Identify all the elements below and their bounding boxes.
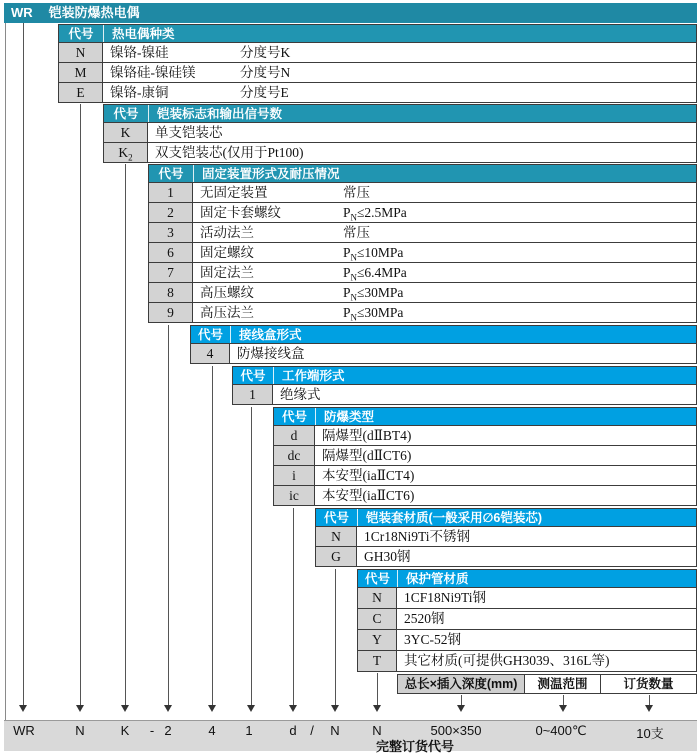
table-row [357, 651, 697, 672]
description-cell [397, 651, 697, 672]
description-cell [148, 143, 697, 163]
description-value: 分度号K [240, 45, 291, 60]
code-cell [58, 63, 103, 83]
description-value: 常压 [343, 225, 370, 240]
description-text: 固定法兰 [200, 265, 254, 280]
description-cell [193, 263, 697, 283]
section-explosion-proof-type [273, 407, 697, 506]
table-row [232, 385, 697, 405]
header-code-label: 代号 [104, 105, 149, 122]
description-text: 无固定装置 [200, 185, 268, 200]
section-header [232, 366, 697, 385]
section-thermocouple-type [58, 24, 697, 103]
code-cell [148, 303, 193, 323]
section-junction-box [190, 325, 697, 364]
code-value: dc [287, 448, 301, 463]
description-text: 高压法兰 [200, 305, 254, 320]
code-cell [273, 486, 315, 506]
order-code-value: N [330, 723, 340, 738]
pressure-subscript: N [350, 292, 358, 303]
description-cell [315, 446, 697, 466]
header-code-label: 代号 [274, 408, 316, 425]
order-code-value: 10支 [636, 726, 664, 741]
table-row [190, 344, 697, 364]
code-value: 6 [167, 245, 174, 260]
code-cell [273, 446, 315, 466]
header-code-label: 代号 [316, 509, 358, 526]
code-value: T [372, 653, 382, 668]
order-code-value: N [75, 723, 85, 738]
connector-arrow-down-icon [19, 705, 27, 712]
order-code-value: 500×350 [430, 723, 482, 738]
order-code-value: / [310, 723, 314, 738]
description-text: 本安型(iaⅡCT6) [322, 488, 415, 503]
table-row [148, 283, 697, 303]
code-cell [357, 630, 397, 651]
description-text: 单支铠装芯 [155, 125, 223, 140]
description-cell [273, 385, 697, 405]
section-fixing-device [148, 164, 697, 323]
description-value: ≤6.4MPa [357, 265, 407, 280]
description-value: ≤2.5MPa [357, 205, 407, 220]
table-row [148, 243, 697, 263]
connector-arrow-down-icon [247, 705, 255, 712]
section-header [273, 407, 697, 426]
table-row [148, 223, 697, 243]
product-title: 铠装防爆热电偶 [48, 5, 140, 20]
code-value: d [290, 428, 298, 443]
header-title: 固定装置形式及耐压情况 [202, 167, 340, 181]
table-row [58, 83, 697, 103]
description-text: 1Cr18Ni9Ti不锈钢 [364, 529, 471, 544]
connector-arrow-down-icon [373, 705, 381, 712]
table-row [273, 486, 697, 506]
description-cell [357, 547, 697, 567]
code-cell [103, 143, 148, 163]
description-cell [193, 303, 697, 323]
description-value: 常压 [343, 185, 370, 200]
description-text: 绝缘式 [280, 387, 321, 402]
code-cell [148, 263, 193, 283]
description-text: 镍铬-康铜 [110, 85, 169, 100]
description-text: 双支铠装芯(仅用于Pt100) [155, 145, 304, 160]
table-row [148, 303, 697, 323]
code-value: E [76, 85, 85, 100]
table-row [273, 446, 697, 466]
product-code: WR [11, 5, 33, 20]
code-value: M [74, 65, 87, 80]
connector-line [251, 407, 252, 706]
connector-arrow-down-icon [457, 705, 465, 712]
description-cell [315, 466, 697, 486]
description-cell [230, 344, 697, 364]
footer-column-header: 总长×插入深度(mm) [397, 674, 525, 694]
pressure-symbol: P [343, 245, 351, 260]
code-cell [148, 283, 193, 303]
description-text: 固定卡套螺纹 [200, 205, 281, 220]
code-cell [315, 527, 357, 547]
code-value: 3 [167, 225, 174, 240]
table-row [357, 588, 697, 609]
section-header [103, 104, 697, 123]
connector-line [125, 164, 126, 706]
code-value: ic [289, 488, 299, 503]
header-code-label: 代号 [59, 25, 104, 42]
table-row [148, 183, 697, 203]
code-cell [357, 609, 397, 630]
description-text: 隔爆型(dⅡCT6) [322, 448, 412, 463]
code-cell [273, 466, 315, 486]
description-cell [193, 283, 697, 303]
code-value: 9 [167, 305, 174, 320]
header-code-label: 代号 [191, 326, 231, 343]
description-value: ≤10MPa [357, 245, 404, 260]
section-header [357, 569, 697, 588]
description-cell [103, 63, 697, 83]
pressure-symbol: P [343, 305, 351, 320]
table-row [315, 547, 697, 567]
table-row [273, 426, 697, 446]
header-title: 铠装套材质(一般采用∅6铠装芯) [366, 511, 542, 525]
code-cell [148, 203, 193, 223]
pressure-symbol: P [343, 265, 351, 280]
description-text: 固定螺纹 [200, 245, 254, 260]
table-row [357, 630, 697, 651]
code-cell [315, 547, 357, 567]
description-text: 1CF18Ni9Ti钢 [404, 590, 487, 605]
code-value: 2 [167, 205, 174, 220]
header-title: 接线盒形式 [239, 328, 302, 342]
description-text: 本安型(iaⅡCT4) [322, 468, 415, 483]
pressure-subscript: N [350, 252, 358, 263]
header-code-label: 代号 [149, 165, 194, 182]
description-cell [315, 486, 697, 506]
description-text: 防爆接线盒 [237, 346, 305, 361]
connector-line [335, 569, 336, 706]
section-protection-tube-material [357, 569, 697, 672]
order-code-value: 1 [245, 723, 253, 738]
pressure-subscript: N [350, 212, 358, 223]
footer-column-header: 测温范围 [525, 674, 601, 694]
code-cell [190, 344, 230, 364]
order-code-value: 0~400℃ [535, 723, 587, 738]
code-cell [103, 123, 148, 143]
code-value: N [372, 590, 382, 605]
table-row [357, 609, 697, 630]
order-code-value: - [149, 723, 155, 738]
description-cell [397, 630, 697, 651]
description-cell [315, 426, 697, 446]
connector-line [168, 325, 169, 706]
connector-arrow-down-icon [76, 705, 84, 712]
header-code-label: 代号 [358, 570, 398, 587]
code-cell [148, 223, 193, 243]
footer-column-header: 订货数量 [601, 674, 697, 694]
connector-line [80, 104, 81, 706]
description-cell [193, 243, 697, 263]
header-title: 保护管材质 [406, 572, 469, 586]
code-value: 4 [206, 346, 214, 361]
description-text: GH30钢 [364, 549, 411, 564]
connector-arrow-down-icon [331, 705, 339, 712]
connector-line [293, 508, 294, 706]
section-header [148, 164, 697, 183]
description-text: 镍铬硅-镍硅镁 [110, 65, 196, 80]
order-code-value: K [120, 723, 130, 738]
code-cell [58, 83, 103, 103]
product-code-bar [4, 3, 697, 23]
connector-arrow-down-icon [559, 705, 567, 712]
header-title: 铠装标志和输出信号数 [157, 107, 283, 121]
code-value: N [75, 45, 86, 60]
description-cell [193, 183, 697, 203]
code-value: C [372, 611, 382, 626]
connector-arrow-down-icon [645, 705, 653, 712]
table-row [58, 43, 697, 63]
description-text: 高压螺纹 [200, 285, 254, 300]
code-cell [148, 183, 193, 203]
description-value: 分度号N [240, 65, 291, 80]
pressure-symbol: P [343, 285, 351, 300]
description-cell [357, 527, 697, 547]
description-text: 3YC-52钢 [404, 632, 461, 647]
description-cell [148, 123, 697, 143]
table-row [273, 466, 697, 486]
order-code-value: 2 [164, 723, 172, 738]
table-row [103, 143, 697, 163]
description-value: ≤30MPa [357, 305, 404, 320]
diagram-left-edge [5, 23, 6, 720]
description-text: 隔爆型(dⅡBT4) [322, 428, 412, 443]
description-text: 活动法兰 [200, 225, 254, 240]
code-value: 8 [167, 285, 174, 300]
header-code-label: 代号 [233, 367, 274, 384]
section-sheath-core-count [103, 104, 697, 163]
code-cell [357, 588, 397, 609]
code-value: 1 [167, 185, 174, 200]
section-working-end [232, 366, 697, 405]
code-cell [58, 43, 103, 63]
connector-arrow-down-icon [164, 705, 172, 712]
pressure-subscript: N [350, 312, 358, 323]
table-row [103, 123, 697, 143]
code-value: N [331, 529, 341, 544]
code-value: 7 [167, 265, 174, 280]
table-row [58, 63, 697, 83]
code-value: K [120, 125, 131, 140]
description-value: ≤30MPa [357, 285, 404, 300]
description-cell [103, 43, 697, 63]
code-cell [357, 651, 397, 672]
section-header [190, 325, 697, 344]
description-text: 其它材质(可提供GH3039、316L等) [404, 653, 610, 668]
section-sheath-material [315, 508, 697, 567]
table-row [315, 527, 697, 547]
description-text: 2520钢 [404, 611, 445, 626]
code-value: i [292, 468, 296, 483]
code-value: G [331, 549, 341, 564]
description-text: 镍铬-镍硅 [110, 45, 169, 60]
connector-line [23, 23, 24, 706]
description-value: 分度号E [240, 85, 289, 100]
order-code-value: WR [13, 723, 35, 738]
section-header [315, 508, 697, 527]
description-cell [397, 609, 697, 630]
connector-line [212, 366, 213, 706]
table-row [148, 263, 697, 283]
order-code-value: N [372, 723, 382, 738]
section-header [58, 24, 697, 43]
connector-line [377, 673, 378, 706]
connector-arrow-down-icon [208, 705, 216, 712]
code-cell [148, 243, 193, 263]
header-title: 防爆类型 [324, 410, 375, 424]
code-value: Y [372, 632, 382, 647]
description-cell [193, 203, 697, 223]
description-cell [103, 83, 697, 103]
order-code-label: 完整订货代号 [376, 739, 455, 754]
pressure-subscript: N [350, 272, 358, 283]
code-value: 1 [249, 387, 256, 402]
order-code-value: d [289, 723, 297, 738]
order-code-bar [4, 720, 697, 751]
table-row [148, 203, 697, 223]
connector-arrow-down-icon [289, 705, 297, 712]
pressure-symbol: P [343, 205, 351, 220]
header-title: 热电偶种类 [112, 27, 175, 41]
connector-arrow-down-icon [121, 705, 129, 712]
code-value: K [118, 145, 129, 160]
code-cell [273, 426, 315, 446]
order-code-value: 4 [208, 723, 216, 738]
code-cell [232, 385, 273, 405]
header-title: 工作端形式 [282, 369, 345, 383]
code-subscript: 2 [128, 152, 133, 163]
description-cell [193, 223, 697, 243]
description-cell [397, 588, 697, 609]
